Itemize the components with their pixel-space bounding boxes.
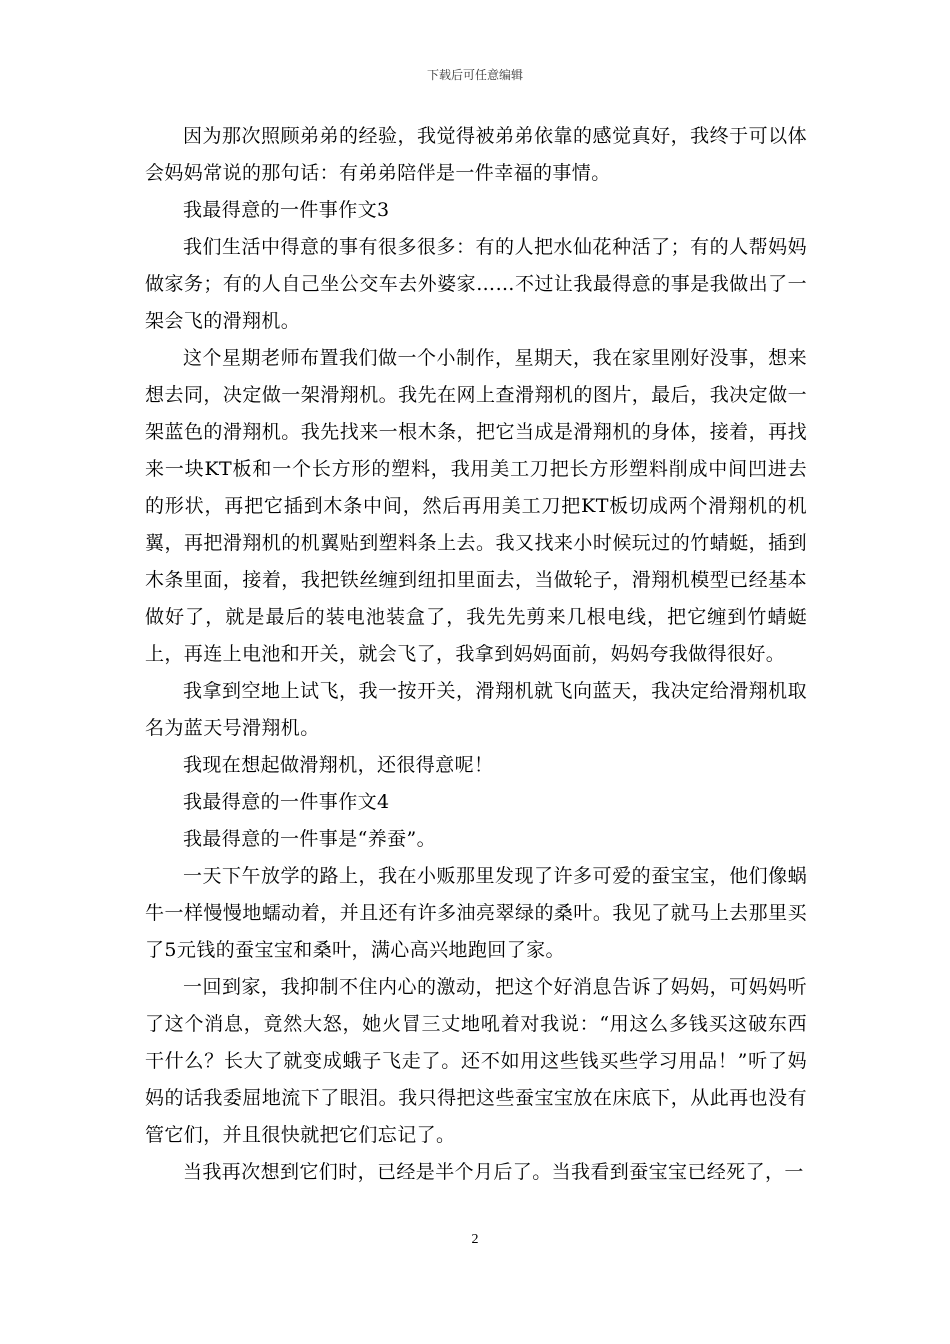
- paragraph: 因为那次照顾弟弟的经验，我觉得被弟弟依靠的感觉真好，我终于可以体会妈妈常说的那句话：有弟弟陪伴是一件幸福的事情。: [145, 125, 807, 184]
- document-body: [145, 118, 807, 1191]
- page-header: 下载后可任意编辑: [426, 68, 523, 82]
- section-heading: 我最得意的一件事作文4: [183, 791, 390, 813]
- paragraph: 这个星期老师布置我们做一个小制作，星期天，我在家里刚好没事，想来想去同，决定做一架滑翔机。我先在网上查滑翔机的图片，最后，我决定做一架蓝色的滑翔机。我先找来一根木条，把它当成是滑翔机的身体，接着，再找来一块KT板和一个长方形的塑料，我用美工刀把长方形塑料削成中间凹进去的形状，再把它插到木条中间，然后再用美工刀把KT板切成两个滑翔机的机翼，再把滑翔机的机翼贴到塑料条上去。我又找来小时候玩过的竹蜻蜓，插到木条里面，接着，我把铁丝缠到纽扣里面去，当做轮子，滑翔机模型已经基本做好了，就是最后的装电池装盒了，我先先剪来几根电线，把它缠到竹蜻蜓上，再连上电池和开关，就会飞了，我拿到妈妈面前，妈妈夸我做得很好。: [145, 347, 807, 665]
- paragraph: 我现在想起做滑翔机，还很得意呢！: [183, 754, 494, 776]
- section-heading: 我最得意的一件事作文3: [183, 199, 390, 221]
- paragraph: 我们生活中得意的事有很多很多：有的人把水仙花种活了；有的人帮妈妈做家务；有的人自己坐公交车去外婆家……不过让我最得意的事是我做出了一架会飞的滑翔机。: [145, 236, 807, 332]
- paragraph: 一回到家，我抑制不住内心的激动，把这个好消息告诉了妈妈，可妈妈听了这个消息，竟然大怒，她火冒三丈地吼着对我说：“用这么多钱买这破东西干什么？长大了就变成蛾子飞走了。还不如用这些钱买些学习用品！”听了妈妈的话我委屈地流下了眼泪。我只得把这些蚕宝宝放在床底下，从此再也没有管它们，并且很快就把它们忘记了。: [145, 976, 807, 1146]
- page-number: 2: [471, 1232, 479, 1247]
- paragraph: 一天下午放学的路上，我在小贩那里发现了许多可爱的蚕宝宝，他们像蜗牛一样慢慢地蠕动着，并且还有许多油亮翠绿的桑叶。我见了就马上去那里买了5元钱的蚕宝宝和桑叶，满心高兴地跑回了家。: [145, 865, 807, 961]
- paragraph: 我拿到空地上试飞，我一按开关，滑翔机就飞向蓝天，我决定给滑翔机取名为蓝天号滑翔机。: [145, 680, 807, 739]
- paragraph: 当我再次想到它们时，已经是半个月后了。当我看到蚕宝宝已经死了，一: [183, 1161, 804, 1183]
- paragraph: 我最得意的一件事是“养蚕”。: [183, 828, 437, 850]
